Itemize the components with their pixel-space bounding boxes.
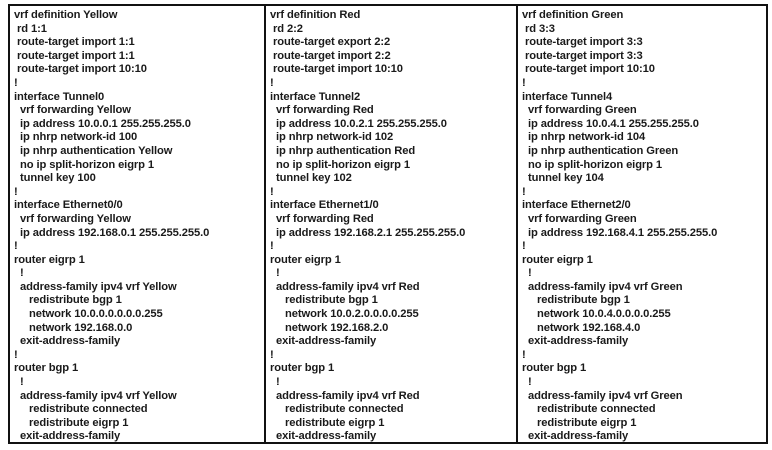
- config-line: !: [14, 267, 24, 280]
- config-line: address-family ipv4 vrf Green: [522, 389, 683, 402]
- config-line: ip address 192.168.0.1 255.255.255.0: [14, 226, 210, 239]
- config-line: !: [14, 348, 18, 361]
- config-line: interface Tunnel0: [14, 90, 105, 103]
- config-line: interface Ethernet2/0: [522, 199, 631, 212]
- config-line: exit-address-family: [270, 430, 377, 442]
- config-column-yellow: [10, 6, 264, 442]
- config-line: route-target import 10:10: [270, 63, 403, 76]
- config-line: network 10.0.0.0.0.0.0.255: [14, 308, 163, 321]
- config-line: address-family ipv4 vrf Yellow: [14, 280, 177, 293]
- config-line: address-family ipv4 vrf Red: [270, 389, 420, 402]
- config-line: route-target import 10:10: [14, 63, 147, 76]
- config-line: interface Tunnel2: [270, 90, 361, 103]
- config-line: redistribute bgp 1: [14, 294, 122, 307]
- config-line: route-target export 2:2: [270, 36, 391, 49]
- config-line: vrf definition Red: [270, 9, 361, 21]
- config-line: ip nhrp authentication Green: [522, 144, 679, 157]
- config-line: vrf definition Yellow: [14, 9, 118, 21]
- config-line: exit-address-family: [14, 430, 121, 442]
- config-line: ip address 10.0.4.1 255.255.255.0: [522, 117, 699, 130]
- config-line: !: [270, 376, 280, 389]
- config-line: tunnel key 100: [14, 172, 96, 185]
- config-line: address-family ipv4 vrf Yellow: [14, 389, 177, 402]
- config-line: !: [522, 240, 526, 253]
- config-line: tunnel key 104: [522, 172, 604, 185]
- config-line: !: [522, 376, 532, 389]
- config-line: redistribute eigrp 1: [270, 416, 385, 429]
- config-line: route-target import 2:2: [270, 49, 391, 62]
- config-line: tunnel key 102: [270, 172, 352, 185]
- config-line: !: [270, 185, 274, 198]
- config-line: route-target import 1:1: [14, 36, 135, 49]
- config-line: vrf forwarding Red: [270, 104, 374, 117]
- config-line: rd 2:2: [270, 22, 303, 35]
- config-line: redistribute connected: [270, 403, 404, 416]
- config-line: network 10.0.2.0.0.0.0.255: [270, 308, 419, 321]
- config-line: vrf forwarding Yellow: [14, 104, 131, 117]
- config-line: vrf forwarding Green: [522, 212, 637, 225]
- config-line: vrf definition Green: [522, 9, 624, 21]
- config-line: redistribute connected: [522, 403, 656, 416]
- config-line: !: [522, 76, 526, 89]
- config-line: network 10.0.4.0.0.0.0.255: [522, 308, 671, 321]
- config-line: ip nhrp authentication Red: [270, 144, 416, 157]
- config-line: vrf forwarding Red: [270, 212, 374, 225]
- config-line: ip nhrp network-id 100: [14, 131, 138, 144]
- config-line: ip nhrp network-id 102: [270, 131, 394, 144]
- config-line: exit-address-family: [270, 335, 377, 348]
- config-line: redistribute bgp 1: [270, 294, 378, 307]
- config-line: no ip split-horizon eigrp 1: [522, 158, 663, 171]
- config-line: !: [270, 240, 274, 253]
- config-line: ip address 10.0.2.1 255.255.255.0: [270, 117, 447, 130]
- config-line: rd 1:1: [14, 22, 47, 35]
- config-line: redistribute eigrp 1: [522, 416, 637, 429]
- config-line: network 192.168.4.0: [522, 321, 641, 334]
- config-column-green: [516, 6, 766, 442]
- config-line: !: [270, 348, 274, 361]
- config-line: network 192.168.2.0: [270, 321, 389, 334]
- config-line: router eigrp 1: [270, 253, 341, 266]
- config-line: ip address 192.168.2.1 255.255.255.0: [270, 226, 466, 239]
- config-line: !: [14, 240, 18, 253]
- config-line: !: [522, 348, 526, 361]
- config-line: !: [270, 76, 274, 89]
- config-line: interface Tunnel4: [522, 90, 613, 103]
- config-line: route-target import 3:3: [522, 49, 643, 62]
- config-line: !: [14, 76, 18, 89]
- config-line: route-target import 3:3: [522, 36, 643, 49]
- config-line: ip address 10.0.0.1 255.255.255.0: [14, 117, 191, 130]
- config-line: exit-address-family: [522, 430, 629, 442]
- config-line: redistribute connected: [14, 403, 148, 416]
- config-line: !: [522, 185, 526, 198]
- config-line: !: [14, 376, 24, 389]
- config-line: router bgp 1: [522, 362, 587, 375]
- config-line: network 192.168.0.0: [14, 321, 133, 334]
- config-line: !: [522, 267, 532, 280]
- config-line: router eigrp 1: [522, 253, 593, 266]
- config-line: exit-address-family: [522, 335, 629, 348]
- config-line: redistribute eigrp 1: [14, 416, 129, 429]
- config-line: route-target import 10:10: [522, 63, 655, 76]
- config-line: router bgp 1: [270, 362, 335, 375]
- config-column-red: [264, 6, 516, 442]
- config-table: [8, 4, 768, 444]
- config-line: no ip split-horizon eigrp 1: [14, 158, 155, 171]
- config-line: redistribute bgp 1: [522, 294, 630, 307]
- config-line: router eigrp 1: [14, 253, 85, 266]
- config-line: ip address 192.168.4.1 255.255.255.0: [522, 226, 718, 239]
- config-line: vrf forwarding Green: [522, 104, 637, 117]
- config-line: no ip split-horizon eigrp 1: [270, 158, 411, 171]
- config-line: interface Ethernet1/0: [270, 199, 379, 212]
- config-line: router bgp 1: [14, 362, 79, 375]
- config-line: !: [270, 267, 280, 280]
- config-line: exit-address-family: [14, 335, 121, 348]
- config-line: ip nhrp authentication Yellow: [14, 144, 173, 157]
- config-line: vrf forwarding Yellow: [14, 212, 131, 225]
- config-line: rd 3:3: [522, 22, 555, 35]
- config-line: address-family ipv4 vrf Green: [522, 280, 683, 293]
- config-line: !: [14, 185, 18, 198]
- config-line: interface Ethernet0/0: [14, 199, 123, 212]
- config-line: route-target import 1:1: [14, 49, 135, 62]
- config-line: address-family ipv4 vrf Red: [270, 280, 420, 293]
- config-line: ip nhrp network-id 104: [522, 131, 646, 144]
